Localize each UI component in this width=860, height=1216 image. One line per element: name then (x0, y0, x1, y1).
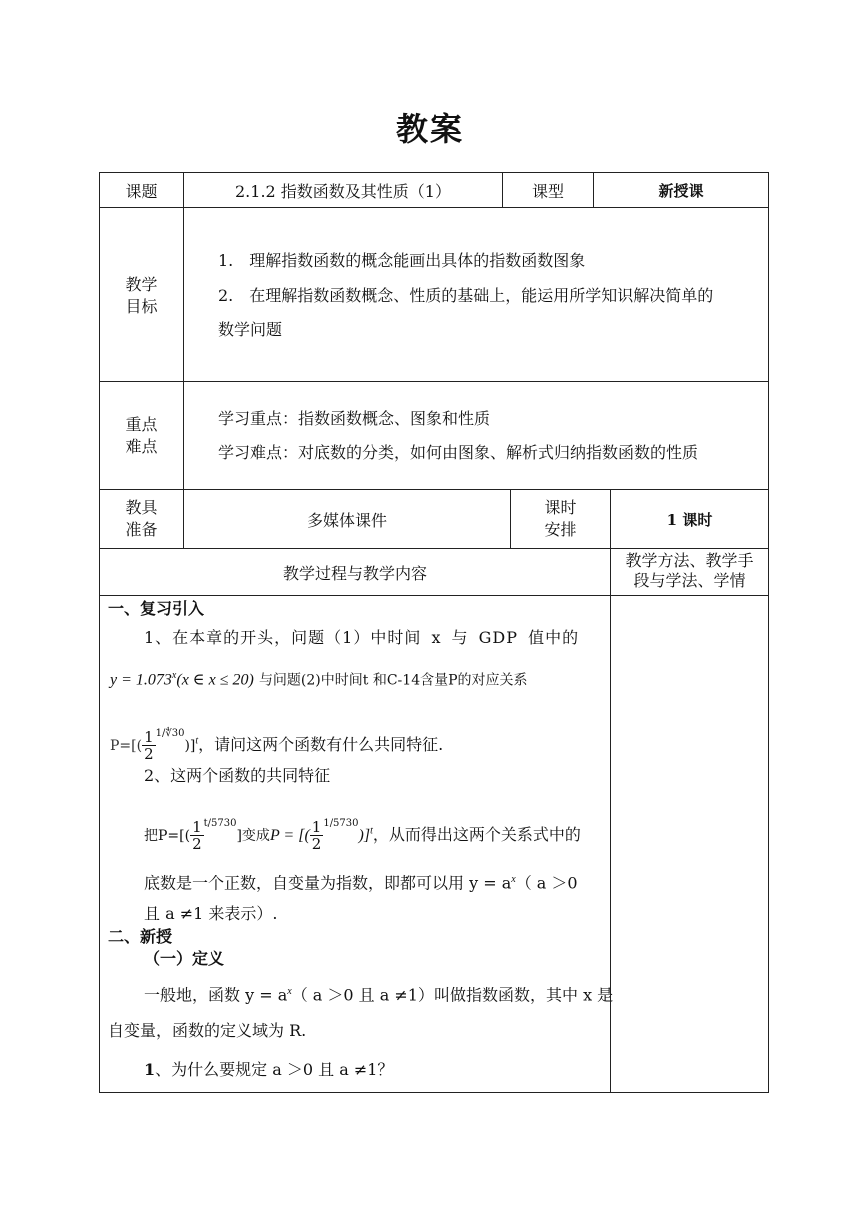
section2-title: 二、新授 (108, 927, 173, 946)
page-title: 教案 (395, 110, 464, 148)
common-feature-heading: 2、这两个函数的共同特征 (144, 766, 331, 785)
keypoints-content (183, 381, 769, 490)
carbon-formula-question: ，请问这两个函数有什么共同特征. (198, 735, 444, 754)
materials-label (99, 489, 184, 549)
process-content (99, 595, 614, 1093)
review-relation-text: 与问题(2)中时间t 和C-14含量P的对应关系 (258, 672, 528, 689)
transform-conclusion: ，从而得出这两个关系式中的 (372, 825, 581, 844)
base-explanation-line (144, 870, 578, 893)
question-1-number: 1 (144, 1060, 156, 1079)
definition-subtitle: （一）定义 (144, 949, 225, 968)
time-label-line2: 安排 (544, 520, 577, 539)
topic-value: 2.1.2 指数函数及其性质（1） (183, 172, 503, 208)
time-value: 1 课时 (610, 489, 769, 549)
definition-exponent: x (287, 986, 292, 997)
process-header-right-line1: 教学方法、教学手 (625, 551, 754, 570)
objectives-label-line2: 目标 (125, 297, 158, 316)
base-explanation-condition: （ a ＞0 (515, 873, 578, 893)
carbon-formula-close: )] (184, 738, 196, 754)
objectives-content (183, 207, 769, 382)
gdp-formula-exponent: x (171, 670, 177, 681)
transform-exponent-2: 1/5730 (323, 818, 359, 829)
definition-line-1 (144, 982, 613, 1005)
materials-value: 多媒体课件 (183, 489, 511, 549)
carbon-formula-prefix: P=[( (110, 738, 143, 754)
section1-title: 一、复习引入 (108, 599, 205, 618)
materials-label-line2: 准备 (125, 520, 158, 539)
definition-text-a: 一般地，函数 y = a (144, 985, 288, 1005)
carbon-formula-t-exponent: t (195, 735, 199, 747)
question-1 (144, 1060, 393, 1080)
keypoints-label (99, 381, 184, 490)
objective-item-1: 1. 理解指数函数的概念能画出具体的指数函数图象 (218, 251, 586, 270)
type-label: 课型 (502, 172, 594, 208)
carbon-formula-exponent: 1/∜30 (155, 728, 185, 739)
materials-label-line1: 教具 (125, 498, 158, 517)
time-label (510, 489, 611, 549)
transform-formula-line: 把P=[( $\frac{1}{2}$ $^{t/5730}$]变成P = [( $\frac{1}{2}$ $^{1/5730}$)]$^t$，从而得出这两个关系式中的 (144, 818, 581, 853)
type-value: 新授课 (593, 172, 769, 208)
base-explanation-exponent: x (511, 874, 516, 885)
process-header-left: 教学过程与教学内容 (99, 548, 611, 596)
transform-formula: P = [( (269, 827, 310, 844)
process-header-right (610, 548, 769, 596)
objective-item-2-line2: 数学问题 (218, 320, 283, 339)
keypoints-label-line2: 难点 (125, 437, 158, 456)
gdp-formula-domain: (x ∈ x ≤ 20) (176, 671, 254, 689)
question-1-text: 、为什么要规定 a ＞0 且 a ≠1？ (155, 1060, 394, 1079)
transform-middle: ]变成 (236, 828, 270, 844)
keypoints-label-line1: 重点 (125, 415, 158, 434)
keypoints-difficulty: 学习难点：对底数的分类，如何由图象、解析式归纳指数函数的性质 (218, 443, 699, 462)
base-explanation-end: 且 a ≠1 来表示）. (144, 904, 278, 923)
objectives-label-line1: 教学 (125, 275, 158, 294)
definition-text-b: （ a ＞0 且 a ≠1）叫做指数函数，其中 x 是 (291, 985, 614, 1005)
base-explanation-text: 底数是一个正数，自变量为指数，即都可以用 y = a (144, 873, 512, 893)
time-label-line1: 课时 (544, 498, 577, 517)
topic-label: 课题 (99, 172, 184, 208)
process-header-right-line2: 段与学法、学情 (633, 571, 746, 590)
carbon-fraction-denominator: 2 (144, 745, 154, 763)
transform-prefix: 把P=[( (144, 828, 191, 844)
objective-item-2-line1: 2. 在理解指数函数概念、性质的基础上，能运用所学知识解决简单的 (218, 286, 714, 305)
method-column (610, 595, 769, 1093)
carbon-fraction-numerator: 1 (144, 728, 154, 746)
transform-exponent-1: t/5730 (203, 818, 237, 829)
review-paragraph-1: 1、在本章的开头，问题（1）中时间 x 与 GDP 值中的 (144, 628, 580, 647)
review-formula-line (110, 666, 528, 690)
definition-line-2: 自变量，函数的定义域为 R. (108, 1021, 307, 1040)
carbon-formula-line (110, 724, 443, 762)
keypoints-focus: 学习重点：指数函数概念、图象和性质 (218, 409, 491, 428)
objectives-label (99, 207, 184, 382)
gdp-formula: y = 1.073 (110, 671, 172, 689)
